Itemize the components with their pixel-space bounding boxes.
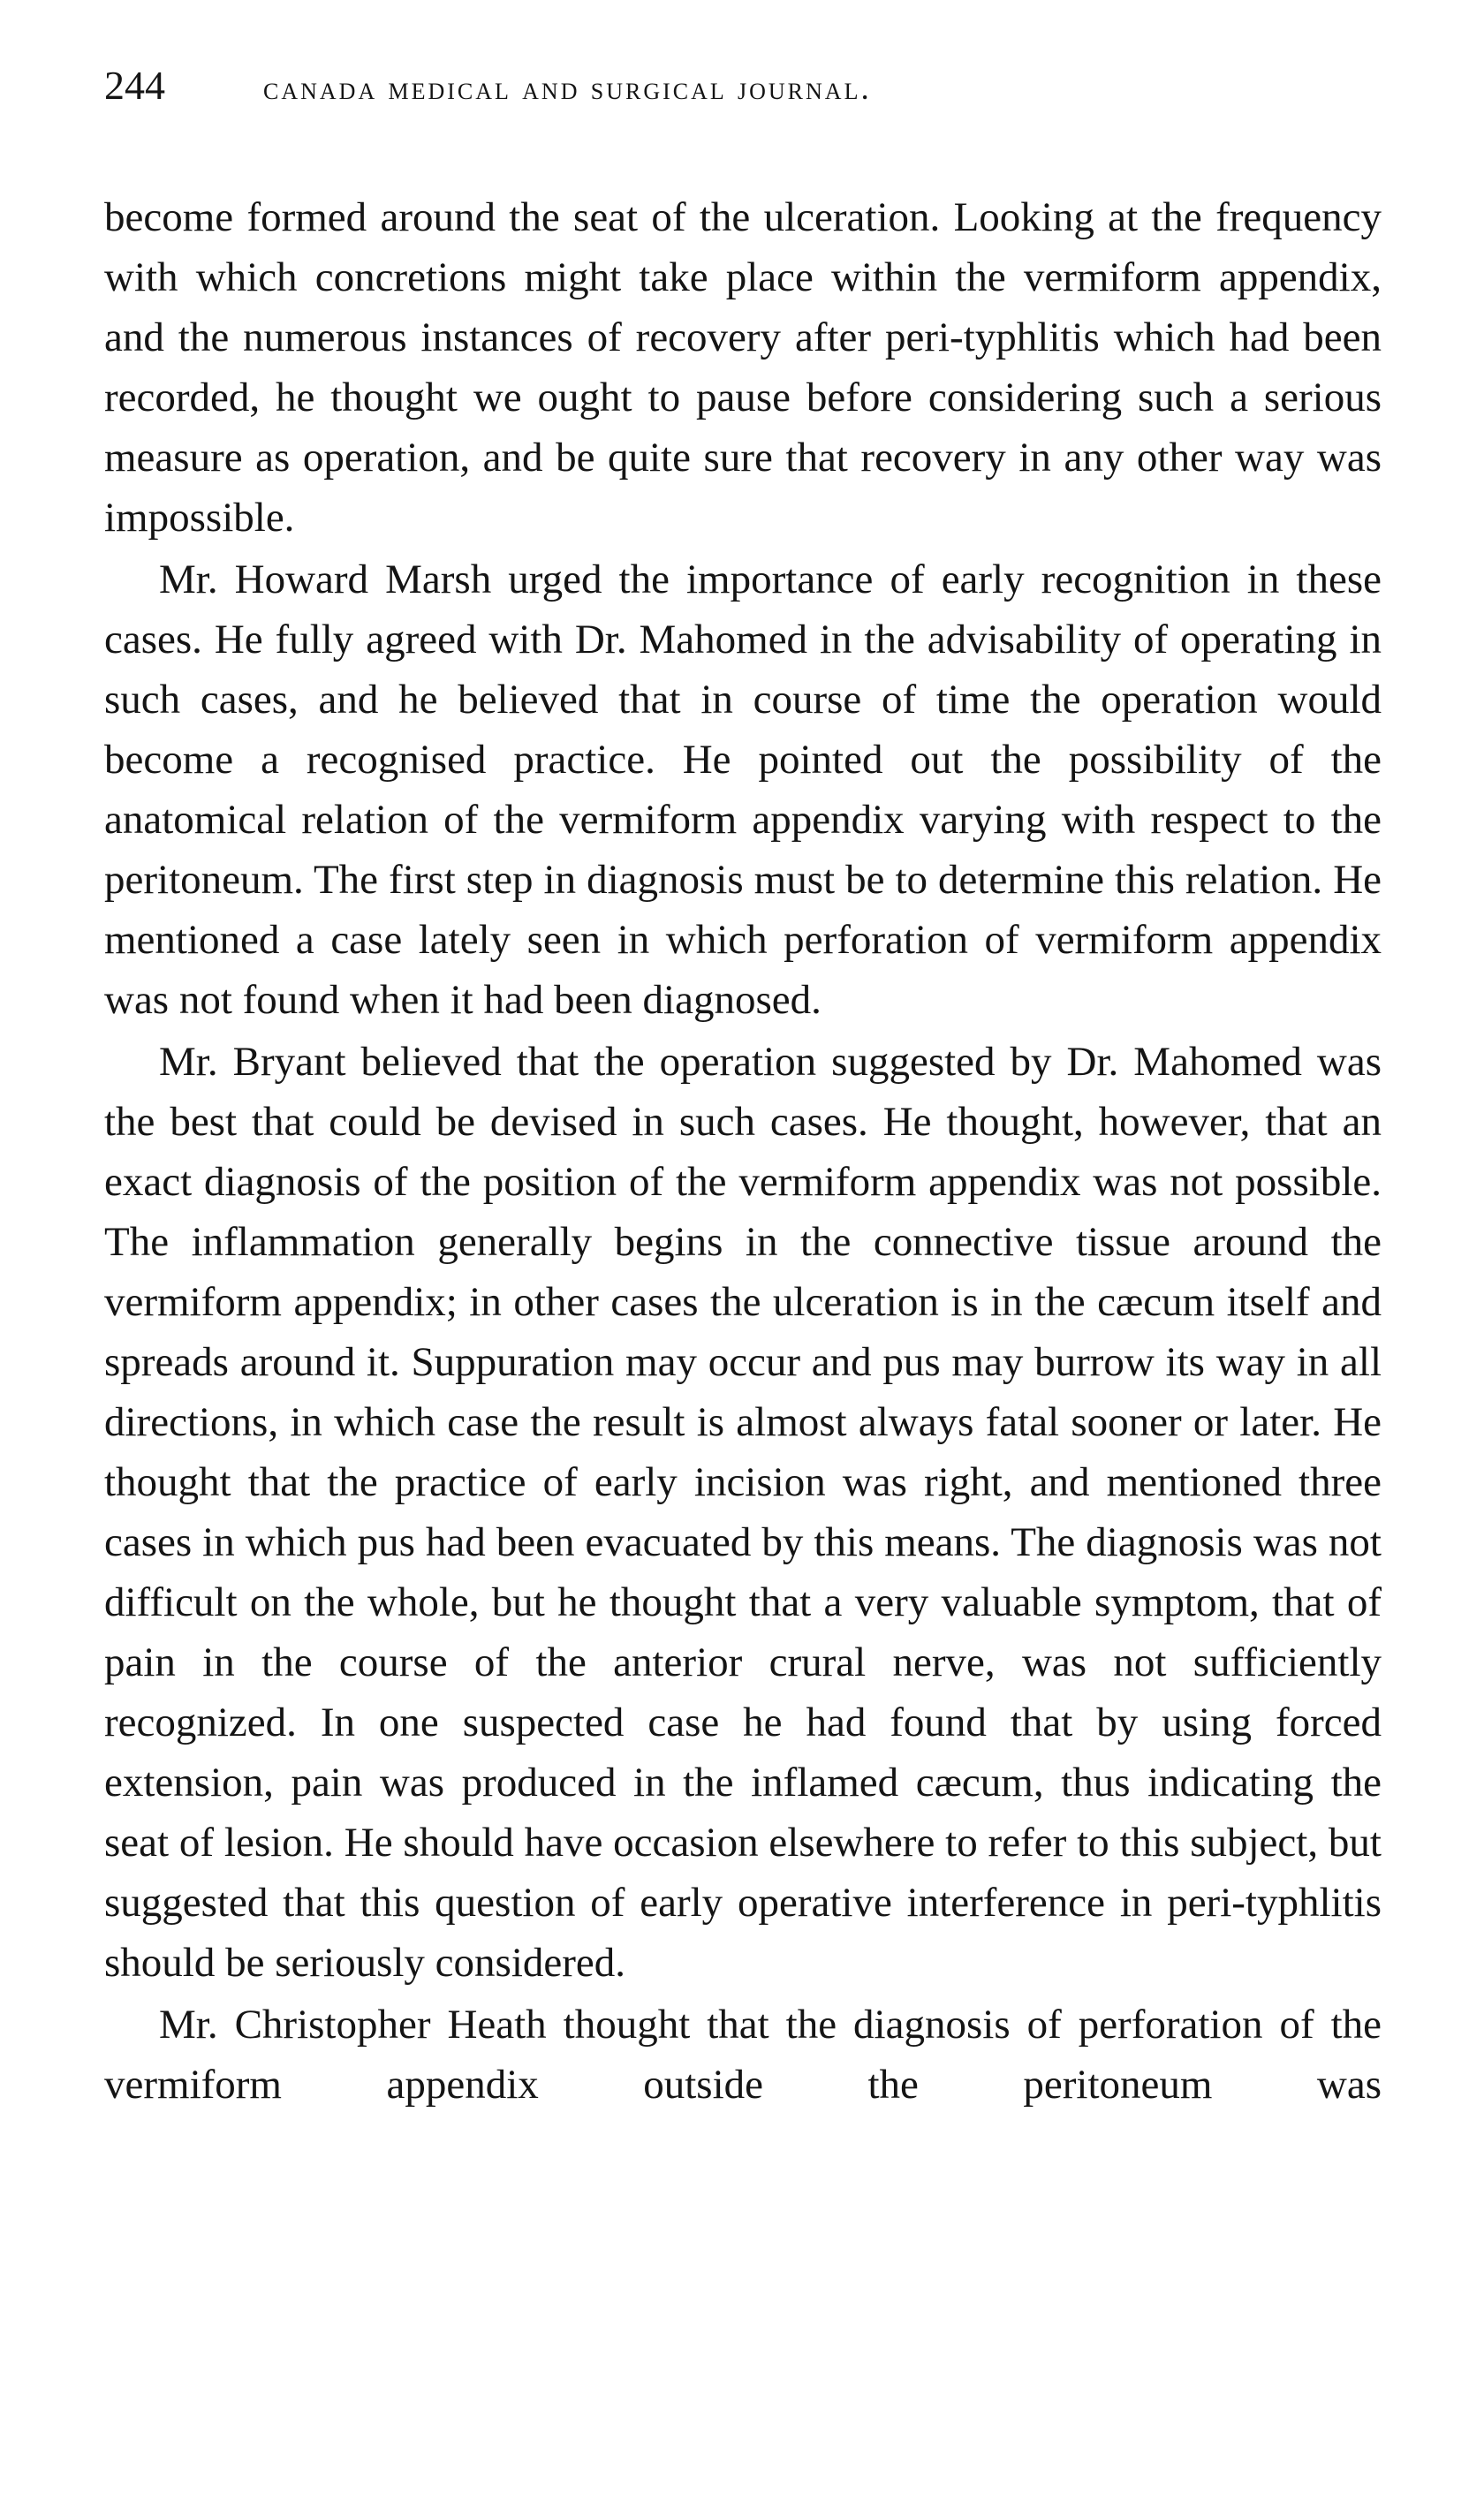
- paragraph-howard-marsh: Mr. Howard Marsh urged the importance of early recognition in these cases. He fully agreed with Dr. Mahomed in the advisability of operating in such cases, and he believed that in course of time the operation would become a recognised practice. He pointed out the possibility of the anatomical relation of the vermiform appendix varying with respect to the peritoneum. The first step in diagnosis must be to determine this relation. He mentioned a case lately seen in which perforation of vermiform appendix was not found when it had been diagnosed.: [104, 556, 1382, 1023]
- paragraph-continued: become formed around the seat of the ulceration. Looking at the frequency with which concretions might take place within the vermiform appendix, and the numerous instances of recovery after peri-typhlitis which had been recorded, he thought we ought to pause before considering such a serious measure as operation, and be quite sure that recovery in any other way was impossible.: [104, 194, 1382, 541]
- page-number: 244: [104, 63, 165, 108]
- running-head: [104, 62, 1382, 136]
- journal-title: canada medical and surgical journal.: [263, 71, 872, 107]
- journal-page: [104, 62, 1382, 2115]
- paragraph-bryant: Mr. Bryant believed that the operation suggested by Dr. Mahomed was the best that could be devised in such cases. He thought, however, that an exact diagnosis of the position of the vermiform appendix was not possible. The inflammation generally begins in the connective tissue around the vermiform appendix; in other cases the ulceration is in the cæcum itself and spreads around it. Suppuration may occur and pus may burrow its way in all directions, in which case the result is almost always fatal sooner or later. He thought that the practice of early incision was right, and mentioned three cases in which pus had been evacuated by this means. The diagnosis was not difficult on the whole, but he thought that a very valuable symptom, that of pain in the course of the anterior crural nerve, was not sufficiently recognized. In one suspected case he had found that by using forced extension, pain was produced in the inflamed cæcum, thus indicating the seat of lesion. He should have occasion elsewhere to refer to this subject, but suggested that this question of early operative interference in peri-typhlitis should be seriously considered.: [104, 1039, 1382, 1986]
- paragraph-christopher-heath: Mr. Christopher Heath thought that the diagnosis of perforation of the vermiform appendix outside the peritoneum was: [104, 2002, 1382, 2108]
